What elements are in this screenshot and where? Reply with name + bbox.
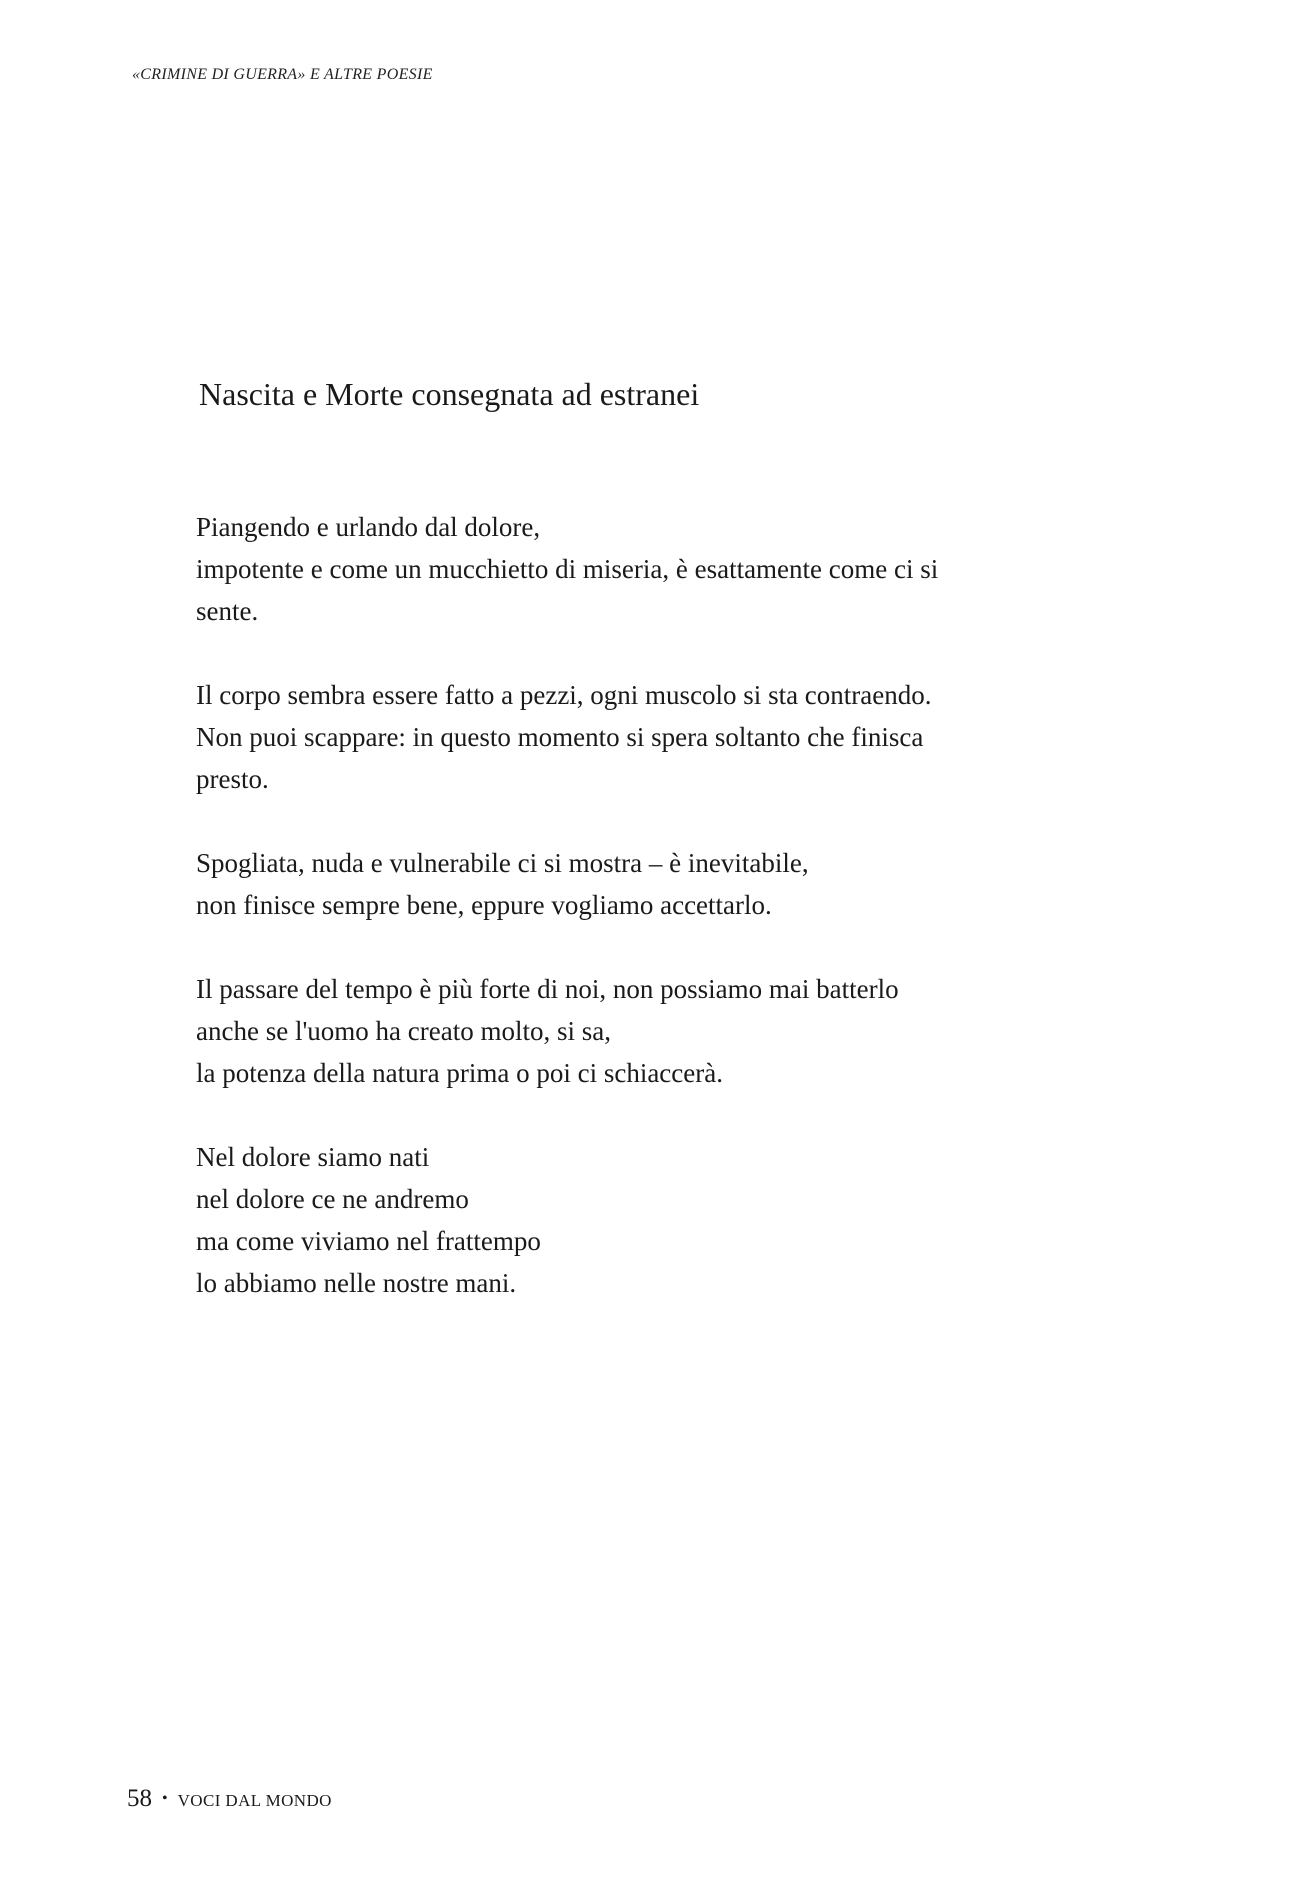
verse-line: Non puoi scappare: in questo momento si spera soltanto che finisca <box>196 722 924 752</box>
page-footer <box>127 1785 332 1813</box>
verse-line: presto. <box>196 764 269 794</box>
page-number: 58 <box>127 1785 152 1812</box>
verse-line: Il passare del tempo è più forte di noi, non possiamo mai batterlo <box>196 974 899 1004</box>
running-header: «CRIMINE DI GUERRA» E ALTRE POESIE <box>132 66 433 83</box>
stanza <box>196 1136 1136 1304</box>
stanza <box>196 674 1136 800</box>
stanza <box>196 842 1136 926</box>
verse-line: sente. <box>196 596 259 626</box>
verse-line: Il corpo sembra essere fatto a pezzi, ogni muscolo si sta contraendo. <box>196 680 932 710</box>
poem-title: Nascita e Morte consegnata ad estranei <box>199 376 700 412</box>
verse-line: Nel dolore siamo nati <box>196 1142 430 1172</box>
verse-line: la potenza della natura prima o poi ci schiaccerà. <box>196 1058 723 1088</box>
footer-separator: • <box>162 1790 168 1807</box>
verse-line: Spogliata, nuda e vulnerabile ci si mostra – è inevitabile, <box>196 848 809 878</box>
stanza <box>196 506 1136 632</box>
verse-line: lo abbiamo nelle nostre mani. <box>196 1268 517 1298</box>
footer-book-title: VOCI DAL MONDO <box>177 1791 332 1810</box>
verse-line: impotente e come un mucchietto di miseria, è esattamente come ci si <box>196 554 939 584</box>
verse-line: anche se l'uomo ha creato molto, si sa, <box>196 1016 611 1046</box>
verse-line: non finisce sempre bene, eppure vogliamo accettarlo. <box>196 890 772 920</box>
stanza <box>196 968 1136 1094</box>
verse-line: nel dolore ce ne andremo <box>196 1184 469 1214</box>
verse-line: ma come viviamo nel frattempo <box>196 1226 541 1256</box>
poem-body <box>196 506 1136 1346</box>
verse-line: Piangendo e urlando dal dolore, <box>196 512 541 542</box>
